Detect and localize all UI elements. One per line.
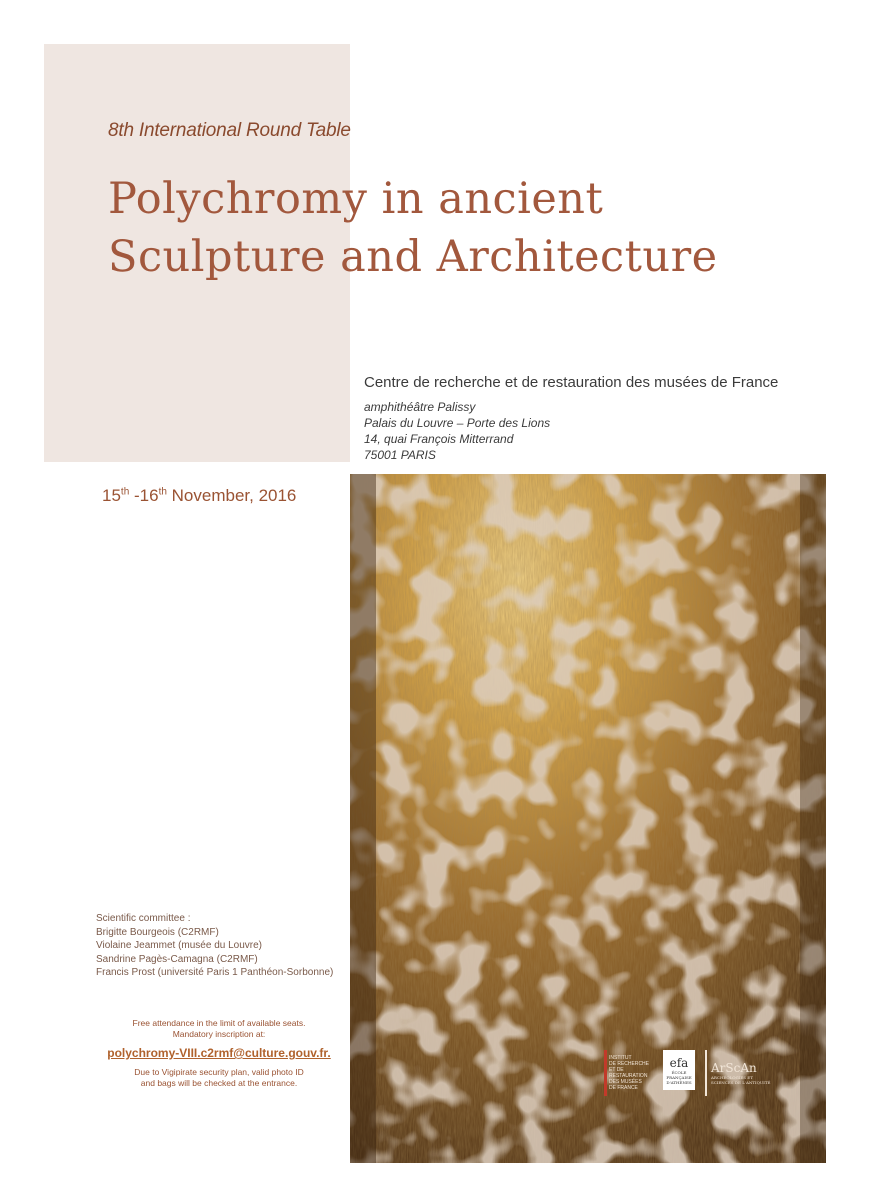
venue-line: 14, quai François Mitterrand [364,432,514,446]
notes-line: and bags will be checked at the entrance. [140,1078,298,1088]
venue-line: Palais du Louvre – Porte des Lions [364,416,551,430]
efa-logo: efa ÉCOLE FRANÇAISE D'ATHÈNES [663,1050,695,1090]
committee-member: Brigitte Bourgeois (C2RMF) [96,926,219,938]
arscan-logo: ArScAn ARCHÉOLOGIES ET SCIENCES DE L'ANTIQUITÉ [705,1050,775,1096]
venue-line: 75001 PARIS [364,448,436,462]
venue-block [364,374,844,463]
date-day1: 15 [102,486,121,505]
event-dates [102,486,296,506]
date-day2-suffix: th [158,486,167,498]
notes-line: Free attendance in the limit of available seats. [132,1018,306,1028]
committee-member: Violaine Jeammet (musée du Louvre) [96,940,263,951]
title-line-1: Polychromy in ancient [108,174,604,224]
attendance-notes [88,1018,350,1089]
venue-line: amphithéâtre Palissy [364,400,476,414]
committee-heading: Scientific committee : [96,913,191,924]
committee-member: Sandrine Pagès-Camagna (C2RMF) [96,953,258,965]
event-title [108,170,808,286]
partner-logos [604,1050,775,1096]
inrf-logo: INSTITUT DE RECHERCHE ET DE RESTAURATION DES MUSÉES DE FRANCE [604,1050,653,1096]
committee-member: Francis Prost (université Paris 1 Panthéon-Sorbonne) [96,967,334,978]
date-separator: - [129,486,140,505]
inscription-email-link[interactable]: polychromy-VIII.c2rmf@culture.gouv.fr. [107,1046,331,1060]
date-month-year: November, 2016 [166,486,297,505]
date-day1-suffix: th [120,486,130,498]
scientific-committee [96,912,346,980]
venue-name: Centre de recherche et de restauration des musées de France [364,374,779,391]
event-subtitle: 8th International Round Table [108,120,351,141]
notes-line: Mandatory inscription at: [172,1029,266,1039]
notes-line: Due to Vigipirate security plan, valid photo ID [134,1067,304,1077]
date-day2: 16 [139,486,159,505]
title-line-2: Sculpture and Architecture [108,232,718,282]
